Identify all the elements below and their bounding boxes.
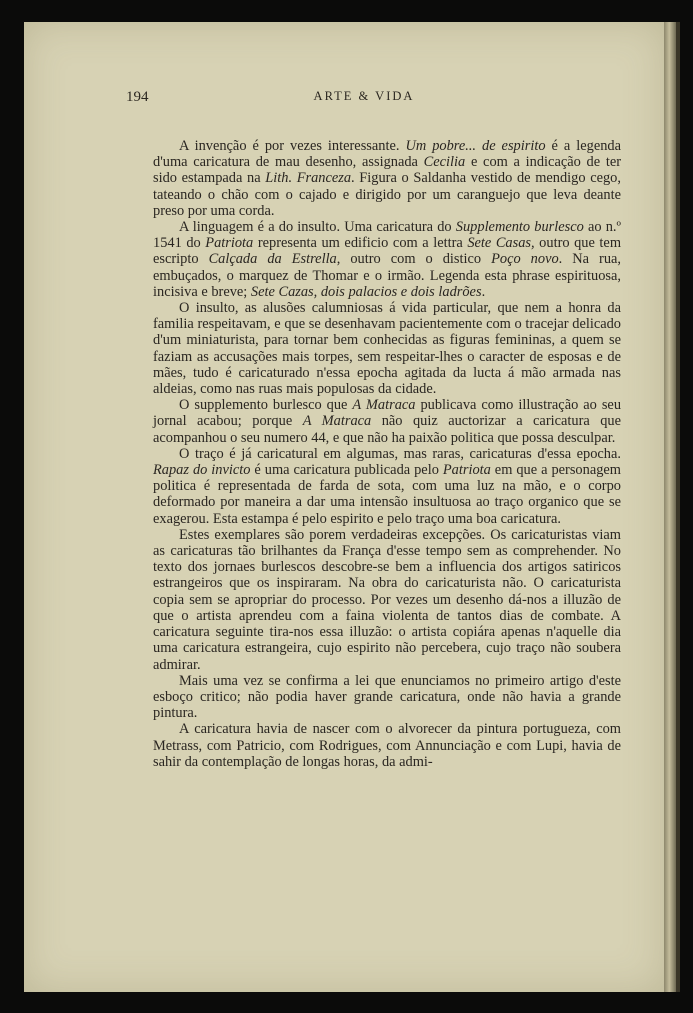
page-header [24, 89, 664, 113]
italic-text: Calçada da Estrella [208, 251, 337, 268]
text-run: A invenção é por vezes interessante. [179, 138, 406, 154]
page-edge [664, 22, 676, 992]
italic-text: Cecilia [423, 154, 466, 171]
paragraph [153, 219, 621, 300]
text-run: e com a indicação de ter sido estampada na [153, 154, 621, 187]
italic-text: Sete Cazas, dois palacios e dois ladrões [250, 283, 482, 300]
text-run: O traço é já caricatural em algumas, mas raras, caricaturas d'essa epocha. [179, 445, 621, 462]
text-run: . Figura o Saldanha vestido de mendigo cego, tateando o chão com o cajado e dirigido por um caranguejo que leva deante preso por uma corda. [153, 170, 621, 219]
text-run: . Na rua, embuçados, o marquez de Thomar e o irmão. Legenda esta phrase espirituosa, incisiva e breve; [153, 251, 622, 300]
italic-text: A Matraca [352, 397, 416, 414]
italic-text: Rapaz do invicto [153, 462, 251, 479]
paragraph [153, 673, 621, 722]
italic-text: Patriota [442, 462, 491, 479]
text-run: A caricatura havia de nascer com o alvorecer da pintura portugueza, com Metrass, com Patricio, com Rodrigues, com Annunciação e com Lupi, havia de sahir da contemplação de longas horas, da admi- [153, 721, 621, 770]
text-run: Estes exemplares são porem verdadeiras excepções. Os caricaturistas viam as caricaturas tão brilhantes da França d'esse tempo sem as comprehender. No texto dos jornaes burlescos descobre-se bem a influencia dos artigos satiricos estrangeiros que os inspiraram. Na obra do caricaturista não. O caricaturista copia sem se apropriar do processo. Por vezes um desenho dá-nos a illuzão de que o artista aprendeu com a faina violenta de tantos dias de combate. A caricatura seguinte tira-nos essa illuzão: o artista copiára apenas n'aquelle dia uma caricatura estrangeira, cujo espirito não percebera, cujo traço não soubera admirar. [153, 526, 621, 673]
text-run: não quiz auctorizar a caricatura que acompanhou o seu numero 44, e que não ha paixão politica que possa desculpar. [153, 413, 622, 446]
text-run: O insulto, as alusões calumniosas á vida particular, que nem a honra da familia respeitavam, e que se desenhavam pacientemente com o tracejar delicado d'um miniaturista, para tornar bem conhecidas as figuras femininas, a quem se faziam as accusações mais torpes, sem respeitar-lhes o caracter de esposas e de mães, tudo é caricaturado n'essa epocha agitada da lucta á mão armada nas aldeias, como nas ruas mais populosas da cidade. [153, 300, 621, 398]
italic-text: Supplemento burlesco [455, 219, 584, 236]
italic-text: Sete Casas, [467, 235, 535, 252]
book-page [24, 22, 664, 992]
text-run: outro que tem escripto [153, 235, 622, 268]
text-run: representa um edificio com a lettra [253, 235, 468, 252]
text-run: , outro com o distico [336, 251, 492, 268]
italic-text: Patriota [205, 235, 254, 252]
paragraph [153, 300, 621, 397]
italic-text: Um pobre... de espirito [405, 138, 546, 154]
text-run: Mais uma vez se confirma a lei que enunciamos no primeiro artigo d'este esboço critico; não podia haver grande caricatura, onde não havia a grande pintura. [153, 672, 621, 722]
text-run: publicava como illustração ao seu jornal acabou; porque [153, 397, 622, 430]
text-run: ao n.º 1541 do [153, 219, 621, 252]
italic-text: A Matraca [302, 413, 372, 430]
text-run: O supplemento burlesco que [179, 397, 353, 414]
running-head: ARTE & VIDA [313, 89, 415, 103]
paragraph [153, 721, 621, 770]
paragraph [153, 397, 621, 446]
italic-text: Poço novo [491, 251, 559, 268]
text-run: é uma caricatura publicada pelo [250, 462, 443, 479]
page-edge-shadow [676, 22, 680, 992]
paragraph [153, 527, 621, 673]
page-number: 194 [126, 89, 149, 105]
italic-text: Lith. Franceza [265, 170, 352, 187]
body-text [153, 138, 621, 770]
text-run: é a legenda d'uma caricatura de mau desenho, assignada [153, 138, 621, 171]
paragraph [153, 138, 621, 219]
text-run: em que a personagem politica é representada de farda de sota, com uma luz na mão, e o corpo deformado por maneira a dar uma intensão insultuosa ao traço organico que se exagerou. Esta estampa é pelo espirito e pelo traço uma boa caricatura. [153, 462, 621, 527]
paragraph [153, 446, 621, 527]
text-run: A linguagem é a do insulto. Uma caricatura do [179, 219, 456, 236]
text-run: . [481, 283, 486, 300]
